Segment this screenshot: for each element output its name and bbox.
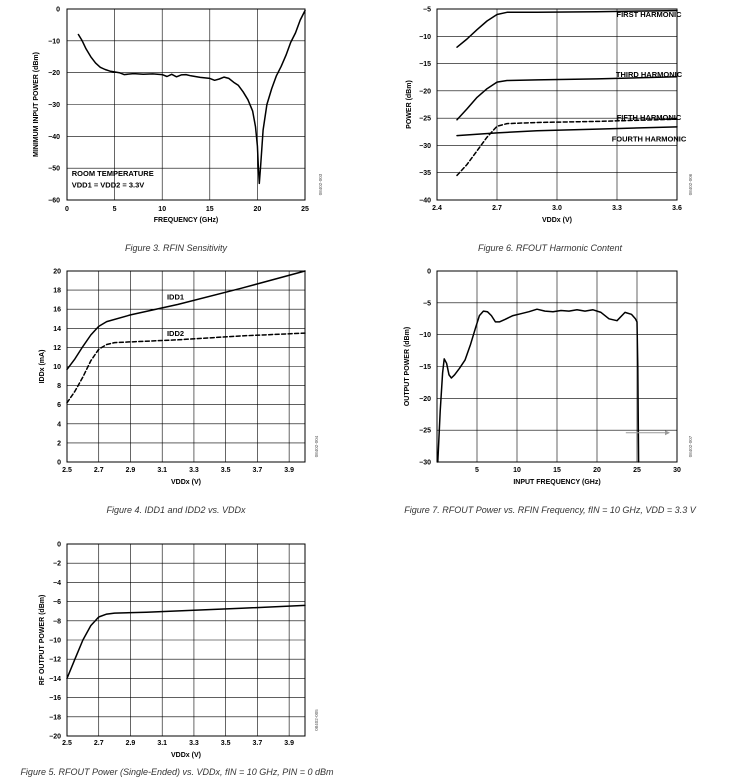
y-tick-label: −20 bbox=[419, 88, 431, 96]
y-tick-label: −20 bbox=[49, 733, 61, 741]
figure-caption: Figure 5. RFOUT Power (Single-Ended) vs. VDDx, fIN = 10 GHz, PIN = 0 dBm bbox=[20, 767, 334, 777]
figure-code: 08402-003 bbox=[318, 173, 323, 196]
series-label: IDD2 bbox=[166, 328, 185, 338]
y-tick-label: 4 bbox=[57, 421, 61, 429]
x-tick-label: 25 bbox=[633, 467, 641, 474]
series-line-idd2 bbox=[67, 333, 305, 403]
x-tick-label: 5 bbox=[112, 206, 117, 213]
y-tick-label: 0 bbox=[427, 268, 431, 276]
x-tick-label: 2.9 bbox=[125, 467, 136, 474]
y-tick-label: −6 bbox=[53, 599, 61, 607]
x-tick-label: 3.0 bbox=[552, 205, 562, 212]
series-line-idd1 bbox=[67, 271, 305, 369]
y-tick-label: 8 bbox=[57, 383, 61, 391]
series-line-sensitivity bbox=[78, 11, 305, 184]
x-tick-label: 25 bbox=[301, 206, 309, 213]
y-axis-label: IDDx (mA) bbox=[39, 349, 46, 384]
y-tick-label: −10 bbox=[419, 33, 431, 41]
figure-caption: Figure 6. RFOUT Harmonic Content bbox=[477, 243, 623, 253]
x-tick-label: 10 bbox=[513, 467, 521, 474]
y-tick-label: −40 bbox=[48, 133, 60, 141]
figure-code: 08402-004 bbox=[314, 435, 319, 458]
y-tick-label: −60 bbox=[48, 197, 60, 205]
y-tick-label: 12 bbox=[53, 344, 61, 352]
y-axis-label: RF OUTPUT POWER (dBm) bbox=[39, 594, 46, 686]
arrow-head-icon bbox=[665, 430, 670, 435]
y-tick-label: −10 bbox=[49, 637, 61, 645]
x-tick-label: 30 bbox=[673, 467, 681, 474]
y-tick-label: 18 bbox=[53, 287, 61, 295]
x-tick-label: 2.9 bbox=[125, 740, 136, 747]
chart-fig7 bbox=[404, 269, 697, 516]
y-tick-label: 2 bbox=[57, 440, 61, 448]
x-tick-label: 3.9 bbox=[284, 467, 295, 474]
y-tick-label: −50 bbox=[48, 165, 60, 173]
x-tick-label: 3.9 bbox=[284, 740, 295, 747]
y-tick-label: 0 bbox=[57, 459, 61, 467]
x-axis-label: VDDx (V) bbox=[171, 752, 201, 759]
y-axis-label: OUTPUT POWER (dBm) bbox=[404, 326, 411, 407]
y-tick-label: −5 bbox=[423, 300, 431, 308]
y-tick-label: −10 bbox=[48, 38, 60, 46]
x-axis-label: INPUT FREQUENCY (GHz) bbox=[513, 479, 601, 486]
series-label: THIRD HARMONIC bbox=[615, 70, 683, 80]
y-tick-label: 0 bbox=[57, 541, 61, 549]
x-tick-label: 3.1 bbox=[157, 467, 168, 474]
y-tick-label: −18 bbox=[49, 714, 61, 722]
chart-fig4 bbox=[39, 269, 319, 516]
x-tick-label: 3.3 bbox=[189, 467, 199, 474]
y-tick-label: −25 bbox=[419, 115, 431, 123]
x-tick-label: 5 bbox=[475, 467, 479, 474]
figure-code: 08402-007 bbox=[688, 435, 693, 458]
figure-caption: Figure 7. RFOUT Power vs. RFIN Frequency, fIN = 10 GHz, VDD = 3.3 V bbox=[404, 505, 696, 515]
x-tick-label: 10 bbox=[158, 206, 167, 213]
x-axis-label: VDDx (V) bbox=[171, 479, 201, 486]
y-tick-label: −30 bbox=[419, 142, 431, 150]
x-tick-label: 2.5 bbox=[62, 467, 72, 474]
figure-code: 08402-006 bbox=[688, 173, 693, 196]
series-label: FOURTH HARMONIC bbox=[611, 134, 687, 144]
x-tick-label: 3.7 bbox=[252, 467, 263, 474]
x-tick-label: 3.5 bbox=[220, 740, 231, 747]
y-tick-label: 20 bbox=[53, 268, 61, 276]
x-tick-label: 0 bbox=[65, 206, 69, 213]
x-tick-label: 2.7 bbox=[93, 467, 104, 474]
chart-fig5 bbox=[20, 542, 334, 778]
x-tick-label: 3.3 bbox=[189, 740, 199, 747]
x-tick-label: 15 bbox=[205, 206, 214, 213]
x-tick-label: 3.7 bbox=[252, 740, 263, 747]
figure-code: 08402-005 bbox=[314, 709, 319, 731]
y-tick-label: −20 bbox=[419, 395, 431, 403]
x-axis-label: FREQUENCY (GHz) bbox=[153, 217, 219, 224]
x-tick-label: 20 bbox=[593, 467, 601, 474]
y-tick-label: −15 bbox=[419, 61, 431, 69]
figure-caption: Figure 4. IDD1 and IDD2 vs. VDDx bbox=[106, 505, 246, 515]
y-tick-label: −8 bbox=[53, 618, 61, 626]
y-tick-label: 0 bbox=[56, 6, 60, 14]
y-tick-label: −16 bbox=[49, 695, 61, 703]
series-line-output-power bbox=[438, 309, 639, 462]
y-tick-label: 14 bbox=[53, 325, 61, 333]
y-tick-label: 6 bbox=[57, 402, 61, 410]
series-label: FIFTH HARMONIC bbox=[616, 112, 682, 122]
x-axis-label: VDDx (V) bbox=[542, 217, 572, 224]
series-label: FIRST HARMONIC bbox=[616, 10, 682, 20]
x-tick-label: 2.4 bbox=[432, 205, 442, 212]
y-axis-label: POWER (dBm) bbox=[406, 80, 413, 129]
chart-fig6 bbox=[406, 7, 693, 254]
x-tick-label: 3.6 bbox=[672, 205, 682, 212]
chart-annotation: VDD1 = VDD2 = 3.3V bbox=[71, 180, 145, 190]
y-tick-label: −30 bbox=[419, 459, 431, 467]
chart-fig3 bbox=[33, 7, 323, 254]
y-tick-label: −5 bbox=[423, 6, 431, 14]
x-tick-label: 3.5 bbox=[220, 467, 231, 474]
y-tick-label: −25 bbox=[419, 427, 431, 435]
x-tick-label: 2.5 bbox=[62, 740, 72, 747]
y-tick-label: −4 bbox=[53, 579, 61, 587]
y-axis-label: MINIMUM INPUT POWER (dBm) bbox=[33, 52, 40, 157]
x-tick-label: 2.7 bbox=[93, 740, 104, 747]
y-tick-label: −30 bbox=[48, 102, 60, 109]
y-tick-label: 16 bbox=[53, 306, 61, 314]
series-label: IDD1 bbox=[166, 292, 185, 302]
y-tick-label: −12 bbox=[49, 656, 61, 664]
y-tick-label: −35 bbox=[419, 170, 431, 178]
x-tick-label: 3.3 bbox=[612, 205, 622, 212]
y-tick-label: −15 bbox=[419, 364, 431, 371]
chart-annotation: ROOM TEMPERATURE bbox=[71, 169, 154, 179]
x-tick-label: 3.1 bbox=[157, 740, 168, 747]
x-tick-label: 15 bbox=[553, 467, 561, 474]
y-tick-label: −14 bbox=[49, 675, 61, 683]
y-tick-label: −40 bbox=[419, 197, 431, 205]
y-tick-label: −20 bbox=[48, 70, 60, 78]
x-tick-label: 2.7 bbox=[492, 205, 502, 212]
y-tick-label: −10 bbox=[419, 332, 431, 340]
series-line-rf-output-power bbox=[67, 605, 305, 678]
x-tick-label: 20 bbox=[253, 206, 262, 213]
figure-caption: Figure 3. RFIN Sensitivity bbox=[124, 243, 228, 253]
y-tick-label: −2 bbox=[53, 560, 61, 568]
y-tick-label: 10 bbox=[53, 364, 61, 371]
